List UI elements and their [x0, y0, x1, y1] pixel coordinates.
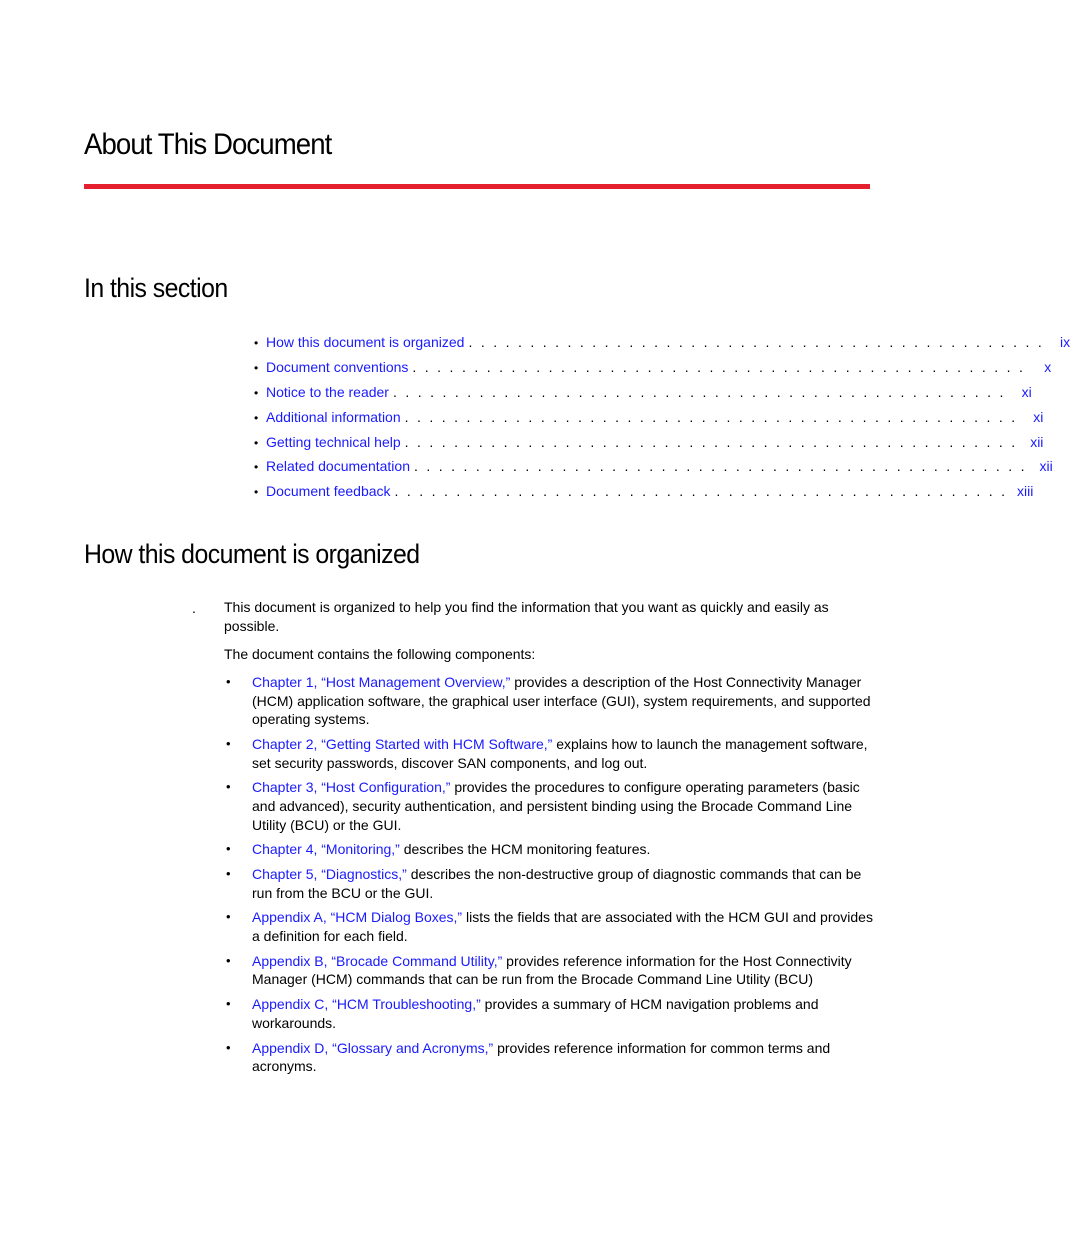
toc-page-link[interactable]: xi	[1033, 408, 1044, 425]
section-heading-organized: How this document is organized	[84, 539, 420, 569]
bullet: •	[254, 435, 259, 450]
bullet: •	[254, 360, 259, 375]
toc-entry	[254, 405, 1044, 430]
bullet: •	[254, 460, 259, 475]
bullet: •	[254, 485, 259, 500]
list-item	[226, 1039, 874, 1076]
section-heading-in-this-section: In this section	[84, 273, 228, 303]
list-item	[226, 778, 874, 834]
bullet: •	[254, 336, 259, 350]
toc-entry	[254, 479, 1034, 504]
dot-leader: . . . . . . . . . . . . . . . . . . . . . . . . . . . . . . . . . . . . . . . . . . . . . . . . . .	[404, 433, 1018, 450]
title-rule	[84, 184, 870, 189]
toc-page-link[interactable]: xiii	[1016, 483, 1034, 500]
bullet: •	[254, 385, 259, 400]
list-item	[226, 865, 874, 902]
bullet: •	[226, 735, 231, 751]
list-item	[226, 995, 874, 1032]
toc-entry	[254, 355, 1052, 380]
bullet: •	[226, 674, 231, 689]
stray-mark: .	[192, 600, 196, 616]
toc-entry	[254, 330, 1070, 355]
toc-link[interactable]: Getting technical help	[266, 433, 401, 450]
chapter-link[interactable]: Chapter 1, “Host Management Overview,”	[252, 674, 511, 690]
toc-page-link[interactable]: xii	[1039, 458, 1053, 475]
bullet: •	[226, 996, 231, 1012]
contains-paragraph: The document contains the following components:	[224, 646, 536, 662]
toc-link[interactable]: Related documentation	[266, 458, 410, 475]
bullet: •	[226, 952, 231, 968]
component-description: provides a summary of HCM navigation problems and workarounds.	[252, 996, 819, 1031]
bullet: •	[226, 909, 231, 925]
dot-leader: . . . . . . . . . . . . . . . . . . . . . . . . . . . . . . . . . . . . . . . . . . . . . . . . . .	[404, 408, 1018, 425]
dot-leader: . . . . . . . . . . . . . . . . . . . . . . . . . . . . . . . . . . . . . . . . . . . . . . . . . .	[414, 458, 1027, 475]
dot-leader: . . . . . . . . . . . . . . . . . . . . . . . . . . . . . . . . . . . . . . . . . . . . . . . . . .	[394, 483, 1008, 500]
toc-entry	[254, 380, 1032, 405]
component-description: provides reference information for the Host Connectivity Manager (HCM) commands that can be run from the Brocade Command Line Utility (BCU)	[252, 952, 852, 988]
bullet: •	[226, 841, 231, 857]
bullet: •	[226, 1039, 231, 1055]
toc-link[interactable]: How this document is organized	[266, 334, 465, 350]
component-description: describes the non-destructive group of diagnostic commands that can be run from the BCU or the GUI.	[252, 866, 862, 901]
toc-entry	[254, 454, 1053, 479]
toc-link[interactable]: Notice to the reader	[266, 383, 389, 400]
intro-paragraph: This document is organized to help you find the information that you want as quickly and easily as possible.	[224, 599, 829, 634]
chapter-link[interactable]: Chapter 5, “Diagnostics,”	[252, 866, 407, 883]
toc-page-link[interactable]: x	[1044, 358, 1052, 375]
appendix-link[interactable]: Appendix B, “Brocade Command Utility,”	[252, 952, 503, 969]
list-item	[226, 952, 874, 989]
bullet: •	[226, 779, 231, 795]
component-description: provides a description of the Host Connectivity Manager (HCM) application software, the graphical user interface (GUI), system requirements, and supported operating systems.	[252, 674, 871, 728]
dot-leader: . . . . . . . . . . . . . . . . . . . . . . . . . . . . . . . . . . . . . . . . . . . . . . . . . .	[392, 383, 1006, 400]
toc-page-link[interactable]: xi	[1021, 383, 1032, 400]
list-item	[226, 840, 874, 859]
components-list	[226, 673, 874, 1082]
chapter-link[interactable]: Chapter 3, “Host Configuration,”	[252, 779, 451, 796]
toc-link[interactable]: Document conventions	[266, 358, 409, 375]
component-description: describes the HCM monitoring features.	[399, 841, 651, 858]
dot-leader: . . . . . . . . . . . . . . . . . . . . . . . . . . . . . . . . . . . . . . . . . . . . . . . . . .	[412, 358, 1026, 375]
dot-leader: . . . . . . . . . . . . . . . . . . . . . . . . . . . . . . . . . . . . . . . . . . . . . . .	[468, 334, 1045, 350]
appendix-link[interactable]: Appendix C, “HCM Troubleshooting,”	[252, 996, 481, 1013]
toc-page-link[interactable]: ix	[1059, 334, 1070, 350]
list-item	[226, 908, 874, 945]
section-toc	[254, 330, 1070, 504]
appendix-link[interactable]: Appendix A, “HCM Dialog Boxes,”	[252, 909, 463, 926]
list-item	[226, 735, 874, 772]
appendix-link[interactable]: Appendix D, “Glossary and Acronyms,”	[252, 1039, 494, 1056]
component-description: explains how to launch the management software, set security passwords, discover SAN components, and log out.	[252, 735, 868, 771]
component-description: provides the procedures to configure operating parameters (basic and advanced), security authentication, and persistent binding using the Brocade Command Line Utility (BCU) or the GUI.	[252, 779, 860, 833]
toc-entry	[254, 430, 1044, 455]
list-item	[226, 673, 874, 729]
chapter-link[interactable]: Chapter 4, “Monitoring,”	[252, 841, 400, 858]
bullet: •	[254, 410, 259, 425]
chapter-title: About This Document	[84, 128, 332, 161]
component-description: lists the fields that are associated with the HCM GUI and provides a definition for each field.	[252, 909, 873, 945]
component-description: provides reference information for common terms and acronyms.	[252, 1039, 831, 1075]
toc-link[interactable]: Additional information	[266, 408, 401, 425]
bullet: •	[226, 866, 231, 882]
chapter-link[interactable]: Chapter 2, “Getting Started with HCM Software,”	[252, 735, 553, 752]
toc-link[interactable]: Document feedback	[266, 483, 391, 500]
toc-page-link[interactable]: xii	[1030, 433, 1044, 450]
